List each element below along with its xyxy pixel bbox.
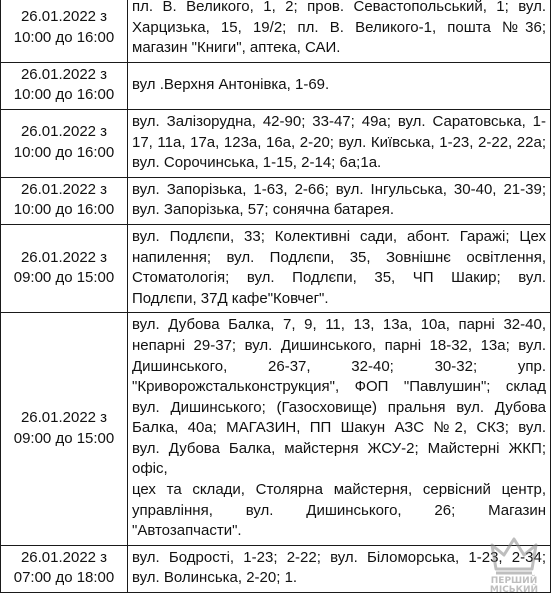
outage-time-cell <box>1 313 128 546</box>
address-line: непарні 29-37; вул. Дишинського, парні 18-32, 13а; вул. <box>132 336 546 354</box>
address-line: вул. Дубова Балка, майстерня ЖСУ-2; Майстерні ЖКП; офіс, <box>132 439 546 478</box>
address-line: вул .Верхня Антонівка, 1-69. <box>132 76 330 94</box>
address-line: Балка, 40а; МАГАЗИН, ПП Шакун АЗС №2, СКЗ; вул. <box>132 419 546 437</box>
address-line: вул. Подлєпи, 33; Колективні сади, абонт. Гаражі; Цех <box>132 227 546 245</box>
address-line: вул. Бодрості, 1-23; 2-22; вул. Біломорська, 1-23, 2-34; <box>132 548 546 566</box>
schedule-row <box>1 177 551 224</box>
address-line: цех та склади, Столярна майстерня, сервісний центр, <box>132 481 546 499</box>
affected-addresses-cell <box>128 224 551 312</box>
outage-date: 26.01.2022 з <box>20 123 108 141</box>
address-line: вул. Сорочинська, 1-15, 2-14; 6а;1а. <box>132 154 382 172</box>
outage-time-range: 10:00 до 16:00 <box>13 201 115 219</box>
outage-date: 26.01.2022 з <box>20 180 108 198</box>
address-line: Стоматологія; вул. Подлєпи, 35, ЧП Шакир; вул. <box>132 269 546 287</box>
address-line: вул. Запорізька, 57; сонячна батарея. <box>132 201 395 219</box>
outage-time-cell <box>1 62 128 109</box>
address-line: вул. Волинська, 2-20; 1. <box>132 569 298 587</box>
schedule-row <box>1 545 551 592</box>
outage-time-cell <box>1 545 128 592</box>
schedule-row <box>1 62 551 109</box>
affected-addresses-cell <box>128 177 551 224</box>
crown-logo-icon <box>482 533 546 575</box>
outage-time-range: 07:00 до 18:00 <box>13 569 115 587</box>
watermark-line-1: ПЕРШИЙ <box>490 576 538 586</box>
outage-time-cell <box>1 109 128 177</box>
outage-time-range: 10:00 до 16:00 <box>13 86 115 104</box>
outage-date: 26.01.2022 з <box>20 8 108 26</box>
address-line: "Криворожстальконструкция", ФОП "Павлушин"; склад <box>132 378 546 396</box>
outage-time-cell <box>1 224 128 312</box>
address-line: Дишинського, 26-37, 32-40; 30-32; упр. <box>132 357 546 375</box>
address-line: вул. Дишинського; (Газосховище) пральня вул. Дубова <box>132 398 546 416</box>
address-line: вул. Дубова Балка, 7, 9, 11, 13, 13а, 10а, парні 32-40, <box>132 316 546 334</box>
schedule-row <box>1 109 551 177</box>
affected-addresses-cell <box>128 62 551 109</box>
address-line: вул. Залізорудна, 42-90; 33-47; 49а; вул. Саратовська, 1- <box>132 112 546 130</box>
address-line: Харцизька, 15, 19/2; пл. В. Великого-1, пошта №36; <box>132 18 546 36</box>
address-line: напилення; вул. Подлєпи, 35, Зовнішнє освітлення, <box>132 248 546 266</box>
outage-time-range: 09:00 до 15:00 <box>13 429 115 447</box>
outage-time-cell <box>1 0 128 62</box>
schedule-row <box>1 0 551 62</box>
address-line: Подлєпи, 37Д кафе"Ковчег". <box>132 289 329 307</box>
address-line: магазин "Книги", аптека, САИ. <box>132 39 341 57</box>
affected-addresses-cell <box>128 109 551 177</box>
outage-date: 26.01.2022 з <box>20 65 108 83</box>
address-line: вул. Запорізька, 1-63, 2-66; вул. Інгульська, 30-40, 21-39; <box>132 180 546 198</box>
address-line: управління, вул. Дишинського, 26; Магазин <box>132 501 546 519</box>
outage-date: 26.01.2022 з <box>20 548 108 566</box>
outage-time-range: 10:00 до 16:00 <box>13 28 115 46</box>
watermark-line-2: МІСЬКИЙ <box>489 585 539 595</box>
watermark-label <box>482 577 546 595</box>
affected-addresses-cell <box>128 313 551 546</box>
outage-time-cell <box>1 177 128 224</box>
address-line: 17, 11а, 17а, 123а, 16а, 2-20; вул. Київська, 1-23, 2-22, 22а; <box>132 133 546 151</box>
outage-date: 26.01.2022 з <box>20 248 108 266</box>
schedule-row <box>1 224 551 312</box>
address-line: пл. В. Великого, 1, 2; пров. Севастопольський, 1; вул. <box>132 0 546 15</box>
outage-date: 26.01.2022 з <box>20 408 108 426</box>
outage-time-range: 09:00 до 15:00 <box>13 269 115 287</box>
affected-addresses-cell <box>128 0 551 62</box>
publisher-watermark <box>482 533 546 595</box>
schedule-row <box>1 313 551 546</box>
outage-time-range: 10:00 до 16:00 <box>13 143 115 161</box>
address-line: "Автозапчасти". <box>132 522 242 540</box>
